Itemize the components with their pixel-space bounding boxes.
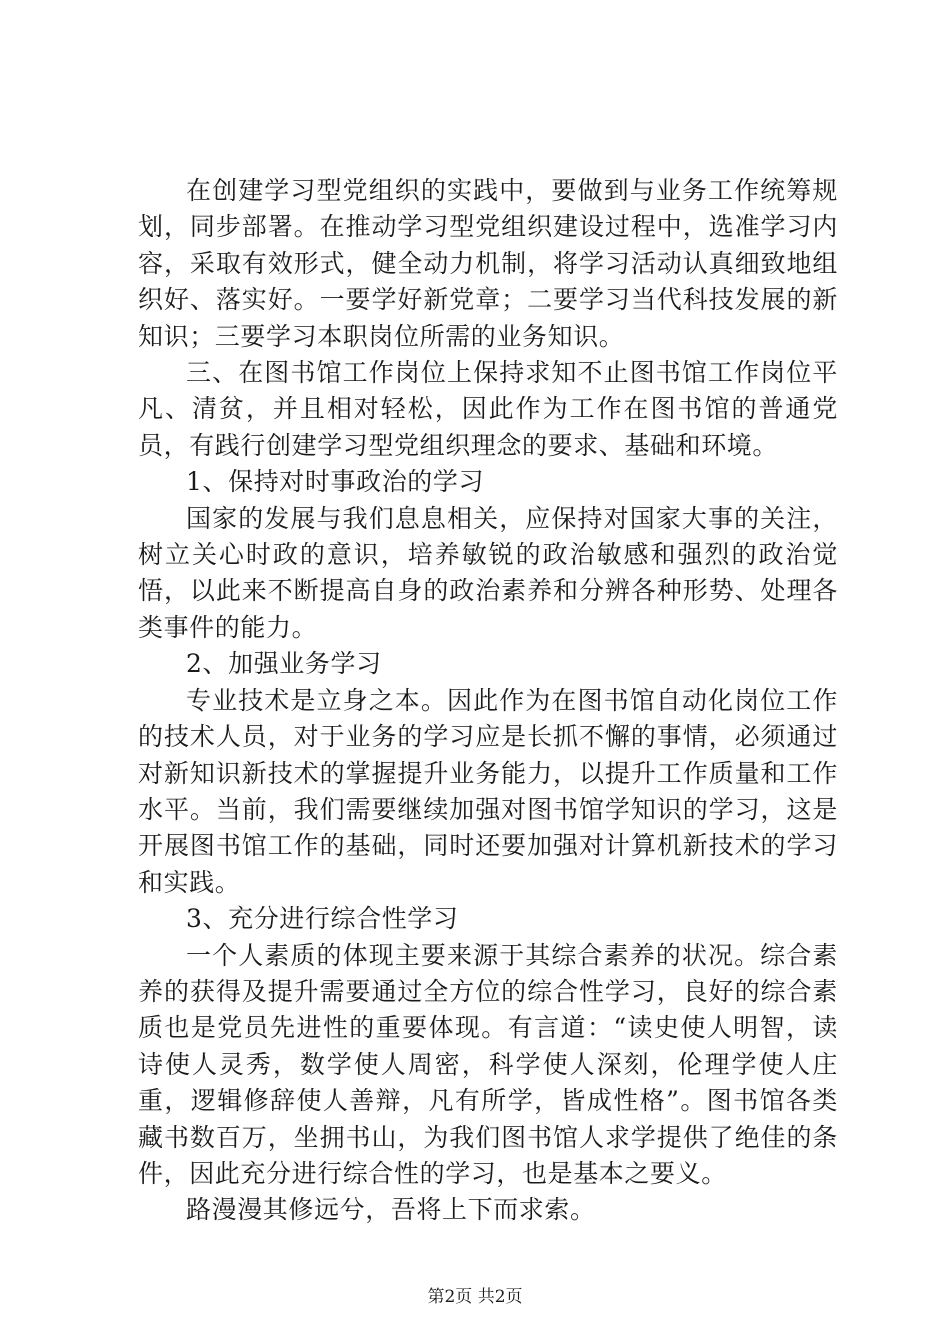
body-paragraph: 专业技术是立身之本。因此作为在图书馆自动化岗位工作的技术人员，对于业务的学习应是长抓不懈的事情，必须通过对新知识新技术的掌握提升业务能力，以提升工作质量和工作水平。当前，我们需要继续加强对图书馆学知识的学习，这是开展图书馆工作的基础，同时还要加强对计算机新技术的学习和实践。 bbox=[138, 685, 838, 897]
subheading-comprehensive-study: 3、充分进行综合性学习 bbox=[186, 904, 459, 934]
body-paragraph: 国家的发展与我们息息相关，应保持对国家大事的关注，树立关心时政的意识，培养敏锐的政治敏感和强烈的政治觉悟，以此来不断提高自身的政治素养和分辨各种形势、处理各类事件的能力。 bbox=[138, 503, 838, 642]
closing-line: 路漫漫其修远兮，吾将上下而求索。 bbox=[186, 1195, 596, 1225]
subheading-business-study: 2、加强业务学习 bbox=[186, 649, 382, 679]
body-paragraph: 一个人素质的体现主要来源于其综合素养的状况。综合素养的获得及提升需要通过全方位的综合性学习，良好的综合素质也是党员先进性的重要体现。有言道：“读史使人明智，读诗使人灵秀，数学使人周密，科学使人深刻，伦理学使人庄重，逻辑修辞使人善辩，凡有所学，皆成性格”。图书馆各类藏书数百万，坐拥书山，为我们图书馆人求学提供了绝佳的条件，因此充分进行综合性的学习，也是基本之要义。 bbox=[138, 940, 838, 1188]
body-paragraph: 在创建学习型党组织的实践中，要做到与业务工作统筹规划，同步部署。在推动学习型党组织建设过程中，选准学习内容，采取有效形式，健全动力机制，将学习活动认真细致地组织好、落实好。一要学好新党章；二要学习当代科技发展的新知识；三要学习本职岗位所需的业务知识。 bbox=[138, 176, 838, 351]
section-heading-paragraph: 三、在图书馆工作岗位上保持求知不止图书馆工作岗位平凡、清贫，并且相对轻松，因此作为工作在图书馆的普通党员，有践行创建学习型党组织理念的要求、基础和环境。 bbox=[138, 358, 838, 460]
page-footer: 第2页 共2页 bbox=[427, 1287, 523, 1307]
document-body bbox=[138, 173, 838, 1229]
subheading-current-affairs: 1、保持对时事政治的学习 bbox=[186, 467, 485, 497]
